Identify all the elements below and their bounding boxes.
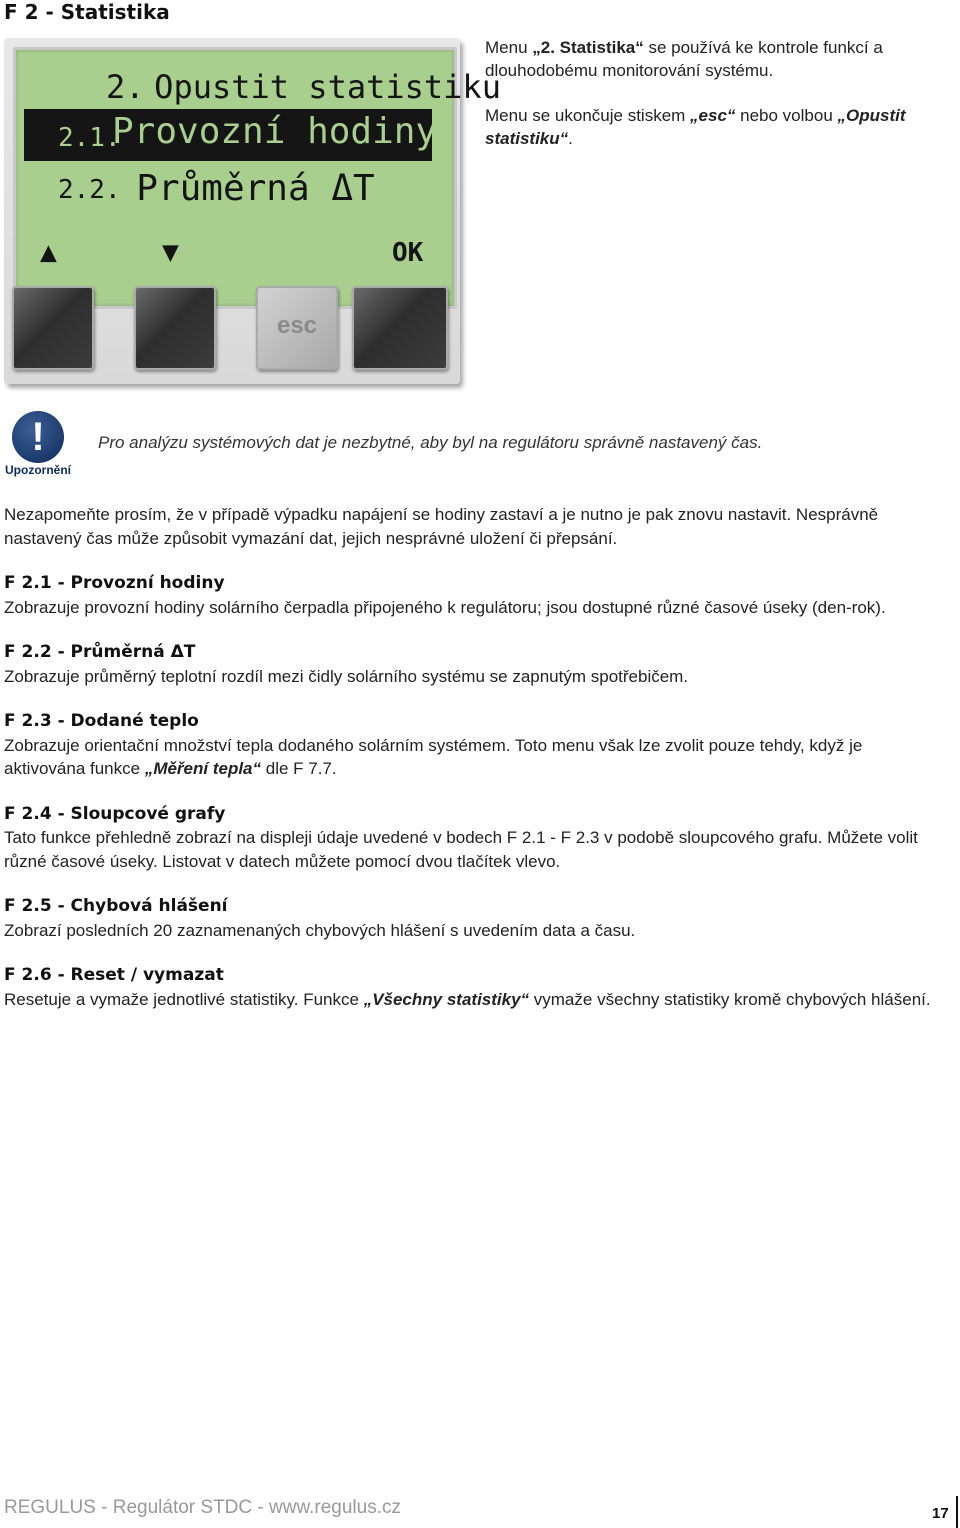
section-f25 (4, 895, 944, 942)
footer-text: REGULUS - Regulátor STDC - www.regulus.cz (4, 1497, 401, 1518)
esc-label: esc (276, 312, 318, 339)
display-line3-text: Průměrná ΔT (136, 168, 375, 209)
section-text-post: vymaže všechny statistiky kromě chybových hlášení. (529, 989, 931, 1009)
intro-p2-pre: Menu se ukončuje stiskem (485, 106, 691, 125)
intro-text (485, 36, 945, 172)
intro-p2-post: . (568, 129, 573, 148)
section-f21 (4, 572, 944, 619)
section-f23 (4, 710, 944, 781)
section-text-emphasis: „Měření tepla“ (144, 759, 262, 778)
intro-p2-esc: „esc“ (690, 106, 736, 125)
footer-divider (956, 1496, 958, 1528)
page-title: F 2 - Statistika (4, 0, 170, 24)
intro-p1-post: se používá ke kontrole funkcí a dlouhodobému monitorování systému. (485, 38, 883, 80)
section-heading: F 2.1 - Provozní hodiny (4, 573, 225, 593)
display-menu-line-exit (106, 68, 501, 106)
main-content (4, 503, 944, 1033)
hardware-button-down (134, 286, 216, 370)
intro-p1-pre: Menu (485, 38, 533, 57)
intro-p2-opustit: „Opustit statistiku“ (485, 106, 906, 148)
display-line1-num: 2. (106, 68, 145, 106)
section-heading: F 2.5 - Chybová hlášení (4, 896, 228, 916)
section-text-pre: Resetuje a vymaže jednotlivé statistiky. Funkce (4, 989, 364, 1009)
section-text: Tato funkce přehledně zobrazí na displeji údaje uvedené v bodech F 2.1 - F 2.3 v podobě sloupcového grafu. Můžete volit různé časové úseky. Listovat v datech můžete pomocí dvou tlačítek vlevo. (4, 828, 918, 871)
section-heading: F 2.6 - Reset / vymazat (4, 965, 224, 985)
section-text (4, 734, 944, 781)
intro-paragraph-1 (485, 36, 945, 82)
hardware-button-ok (352, 286, 448, 370)
intro-paragraph-2 (485, 104, 945, 150)
section-text: Zobrazuje provozní hodiny solárního čerpadla připojeného k regulátoru; jsou dostupné různé časové úseky (den-rok). (4, 597, 886, 617)
section-heading: F 2.3 - Dodané teplo (4, 711, 199, 731)
up-arrow-icon: ▲ (40, 235, 57, 268)
display-line1-text: Opustit statistiku (154, 68, 501, 106)
section-text (4, 988, 944, 1012)
display-menu-line (58, 168, 375, 209)
section-heading: F 2.2 - Průměrná ΔT (4, 642, 196, 662)
section-f24 (4, 803, 944, 874)
warning-icon: ! (12, 411, 64, 463)
section-text: Zobrazuje průměrný teplotní rozdíl mezi čidly solárního systému se zapnutým spotřebičem. (4, 666, 689, 686)
display-line3-num: 2.2. (58, 175, 121, 205)
page-number: 17 (932, 1505, 949, 1522)
section-heading: F 2.4 - Sloupcové grafy (4, 803, 226, 824)
display-line2-num: 2.1. (58, 123, 121, 153)
power-outage-note: Nezapomeňte prosím, že v případě výpadku napájení se hodiny zastaví a je nutno je pak znovu nastavit. Nesprávně nastavený čas může způsobit vymazání dat, jejich nesprávné uložení či přepsání. (4, 505, 879, 548)
section-f22 (4, 641, 944, 688)
intro-p2-mid: nebo volbou (735, 106, 838, 125)
controller-device-image (4, 38, 501, 384)
intro-p1-bold: „2. Statistika“ (532, 38, 644, 57)
section-f26 (4, 964, 944, 1011)
section-text: Zobrazí posledních 20 zaznamenaných chybových hlášení s uvedením data a času. (4, 920, 636, 940)
hardware-button-up (12, 286, 94, 370)
display-line2-text: Provozní hodiny (112, 111, 438, 152)
display-menu-line-selected (24, 109, 438, 161)
lcd-display (13, 47, 501, 309)
section-text-post: dle F 7.7. (261, 759, 337, 778)
down-arrow-icon: ▼ (162, 235, 179, 268)
warning-label: Upozornění (5, 463, 71, 477)
section-text-emphasis: „Všechny statistiky“ (363, 989, 530, 1009)
hardware-button-esc (256, 286, 338, 370)
softkey-ok-label: OK (392, 238, 424, 268)
section-text-pre: Zobrazuje orientační množství tepla dodaného solárním systémem. Toto menu však lze zvolit pouze tehdy, když je aktivována funkce (4, 735, 863, 778)
warning-text: Pro analýzu systémových dat je nezbytné, aby byl na regulátoru správně nastavený čas. (98, 433, 763, 452)
